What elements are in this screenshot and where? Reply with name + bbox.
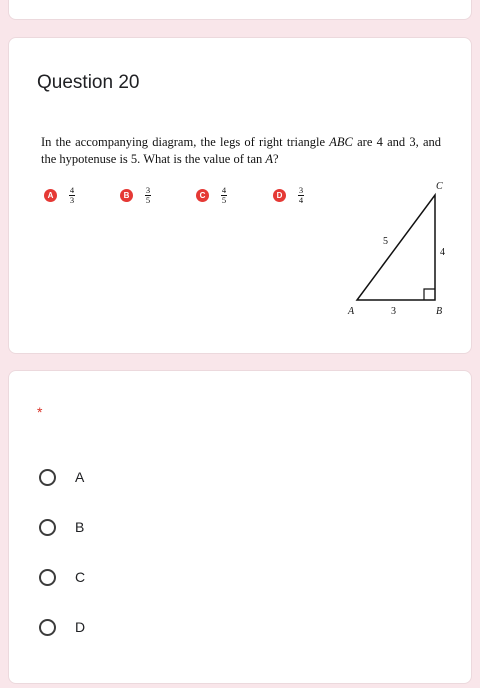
choice-b-badge: B (120, 189, 133, 202)
right-angle-mark (424, 289, 435, 300)
triangle-shape (357, 195, 435, 300)
choice-a (44, 183, 75, 207)
required-asterisk: * (37, 404, 43, 420)
choice-a-denominator: 3 (69, 195, 75, 205)
option-d[interactable] (39, 614, 85, 640)
question-text-part3: ? (273, 152, 279, 166)
option-d-label: D (75, 619, 86, 635)
choice-b-denominator: 5 (145, 195, 151, 205)
question-text-part2: are 4 and 3, and the hypotenuse is 5. What is the value of tan (41, 135, 441, 166)
option-b[interactable] (39, 514, 84, 540)
radio-button-icon[interactable] (39, 569, 56, 586)
choice-c-denominator: 5 (221, 195, 227, 205)
question-card (8, 37, 472, 354)
choice-a-numerator: 4 (69, 185, 75, 195)
option-c-label: C (75, 569, 86, 585)
previous-question-card (8, 0, 472, 20)
option-a[interactable] (39, 464, 84, 490)
vertex-c-label: C (436, 181, 443, 192)
angle-name: A (265, 152, 274, 166)
triangle-name: ABC (329, 135, 353, 149)
choice-d-fraction (298, 186, 304, 204)
option-c[interactable] (39, 564, 85, 590)
choice-c-badge: C (196, 189, 209, 202)
question-text-part1: In the accompanying diagram, the legs of right triangle (41, 135, 330, 149)
choice-b (120, 183, 151, 207)
choice-d-badge: D (273, 189, 286, 202)
right-triangle-diagram (339, 178, 459, 323)
choice-c-fraction (221, 186, 227, 204)
choice-d-numerator: 3 (298, 185, 304, 195)
option-b-label: B (75, 519, 85, 535)
radio-button-icon[interactable] (39, 619, 56, 636)
option-a-label: A (75, 469, 85, 485)
answer-card (8, 370, 472, 684)
question-text (41, 134, 441, 168)
choice-b-fraction (145, 186, 151, 204)
radio-button-icon[interactable] (39, 469, 56, 486)
choice-a-badge: A (44, 189, 57, 202)
vertical-leg-label: 4 (440, 247, 445, 258)
choice-d-denominator: 4 (298, 195, 304, 205)
vertex-a-label: A (348, 306, 355, 317)
choice-a-fraction (69, 186, 75, 204)
choice-b-numerator: 3 (145, 185, 151, 195)
choice-d (273, 183, 304, 207)
radio-button-icon[interactable] (39, 519, 56, 536)
choice-c-numerator: 4 (221, 185, 227, 195)
hypotenuse-label: 5 (383, 236, 388, 247)
question-title: Question 20 (37, 72, 140, 93)
vertex-b-label: B (436, 306, 443, 317)
base-leg-label: 3 (391, 306, 396, 317)
choice-c (196, 183, 227, 207)
